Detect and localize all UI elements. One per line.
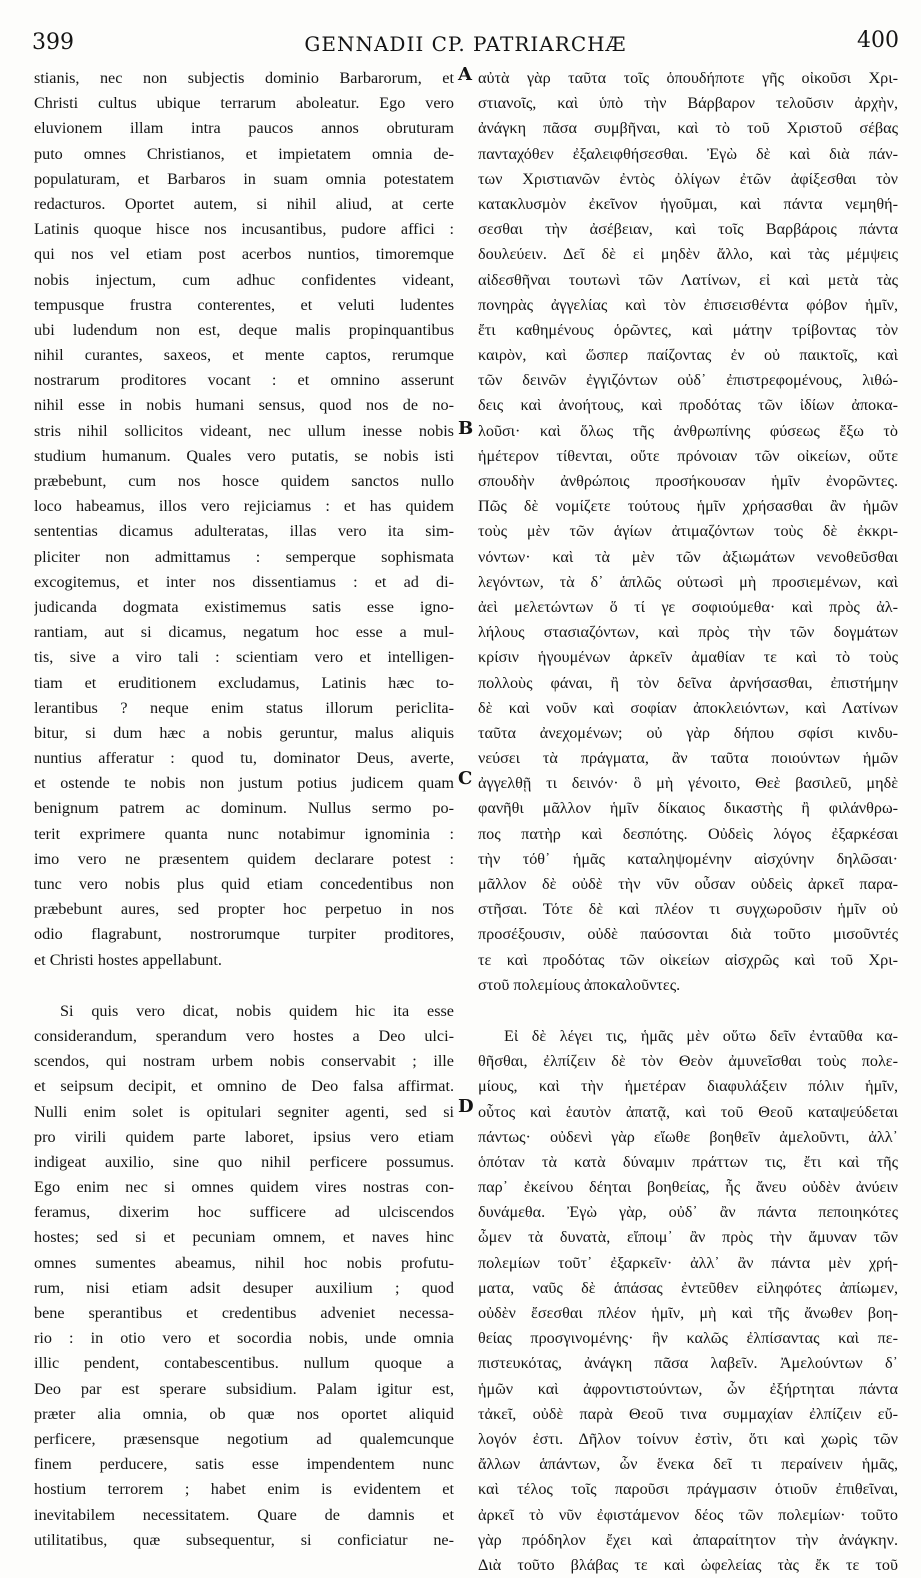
latin-text-line: eluvionem illam intra paucos annos obruturam <box>34 119 454 138</box>
latin-text-line: et seipsum decipit, et omnino de Deo falsa affirmat. <box>34 1077 454 1096</box>
latin-text-line: Christi cultus ubique terrarum aboleatur. Ego vero <box>34 94 454 113</box>
greek-text-line: στῆσαι. Τότε δὲ καὶ πλέον τι συγχωροῦσιν ἡμῖν οὐ <box>478 900 898 919</box>
latin-text-line: et Christi hostes appellabunt. <box>34 950 222 969</box>
latin-text-line: excogitemus, et inter nos dissentiamus : et ad di- <box>34 572 454 591</box>
latin-text-line: et ostende te nobis non justum potius judicem quam <box>34 774 454 793</box>
greek-text-line: κατακλυσμὸν ἐκεῖνον ἡγοῦμαι, καὶ πάντα νεμηθή- <box>478 194 898 213</box>
greek-text-line: Εἰ δὲ λέγει τις, ἡμᾶς μὲν οὕτω δεῖν ἐνταῦθα κα- <box>504 1026 898 1045</box>
latin-text-line: inevitabilem necessitatem. Quare de damnis et <box>34 1505 454 1524</box>
margin-marker-d: D <box>458 1096 474 1117</box>
greek-text-line: ἡμῶν καὶ ἀφροντιστούντων, ὧν ἐξήρτηται πάντα <box>478 1379 898 1398</box>
latin-text-line: stris nihil sollicitos videant, nec ullum inesse nobis <box>34 421 454 440</box>
latin-text-line: finem perducere, satis esse impendentem nunc <box>34 1455 454 1474</box>
greek-text-line: θείας προσγινομένης· ἣν καλῶς ἐλπίσαντας καὶ πε- <box>478 1329 898 1348</box>
latin-text-line: rio : in otio vero et socordia nobis, unde omnia <box>34 1329 454 1348</box>
paragraph-gap <box>478 998 898 1024</box>
latin-text-line: qui nos vel etiam post acerbos nuntios, timoremque <box>34 245 454 264</box>
latin-text-line: pro virili quidem parte laboret, ipsius vero etiam <box>34 1127 454 1146</box>
latin-text-line: bitur, si dum hæc a nobis geruntur, malus aliquis <box>34 723 454 742</box>
greek-text-line: τε καὶ προδότας τῶν οἰκείων αἰσχρῶς καὶ τοῦ Χρι- <box>478 950 898 969</box>
greek-text-line: κρίσιν ἡγουμένων ἀρκεῖν ἀμαθίαν τε καὶ τὸ τοὺς <box>478 648 898 667</box>
greek-text-line: αἰδεσθῆναι τουτωνὶ τῶν Λατίνων, εἰ καὶ μετὰ τὰς <box>478 270 898 289</box>
latin-text-line: stianis, nec non subjectis dominio Barbarorum, et <box>34 69 454 87</box>
latin-text-line: bene sperantibus et credentibus adveniet necessa- <box>34 1304 454 1322</box>
greek-text-line: αὐτὰ γὰρ ταῦτα τοῖς ὁπουδήποτε γῆς οἰκοῦσι Χρι- <box>478 69 898 87</box>
greek-text-line: γὰρ πρόδηλον ἔχει καὶ ἀπαραίτητον τὴν ἀνάγκην. <box>478 1530 898 1549</box>
greek-text-line: ὁπόταν τὰ κατὰ δύναμιν πράττων τις, ἔτι καὶ τῆς <box>478 1152 898 1171</box>
greek-text-line: δεις καὶ ἀνοήτους, καὶ προδότας τῶν ἰδίων ἀποκα- <box>478 396 898 415</box>
greek-text-line: ἀρκεῖ τὸ νῦν ἐφιστάμενον δέος τῶν πολεμίων· τοῦτο <box>478 1505 898 1524</box>
latin-text-line: nostrarum proditores vocant : et omnino asserunt <box>34 371 454 390</box>
greek-text-line: ταῦτα ἀνεχομένων; οὐ γὰρ δήπου σφίσι κινδυ- <box>478 723 898 742</box>
latin-text-line: hostes; sed si et pecuniam omnem, et naves hinc <box>34 1228 454 1247</box>
latin-text-line: omnes sumentes abeamus, nihil hoc nobis profutu- <box>34 1253 454 1272</box>
greek-text-line: μίους, καὶ τὴν ἡμετέραν διαφυλάξειν πόλιν ἡμῖν, <box>478 1077 898 1096</box>
greek-text-line: Διὰ τοῦτο βλάβας τε καὶ ὠφελείας τὰς ἔκ τε τοῦ <box>478 1555 898 1574</box>
latin-text-line: imo vero ne præsentem quidem declarare potest : <box>34 849 454 868</box>
greek-text-line: πολεμίων τοῦτ᾽ ἐξαρκεῖν· ἀλλ᾽ ἂν πάντα μὲν χρή- <box>478 1253 898 1272</box>
latin-text-line: ubi ludendum non est, deque malis propinquantibus <box>34 320 454 339</box>
greek-text-line: πος πατὴρ καὶ δεσπότης. Οὐδεὶς λόγος ἐξαρκέσαι <box>478 824 898 843</box>
greek-text-line: ἀγγελθῇ τι δεινόν· ὃ μὴ γένοιτο, Θεὲ βασιλεῦ, μηδὲ <box>478 774 898 793</box>
latin-text-line: judicanda dogmata existimemus satis esse igno- <box>34 597 454 616</box>
greek-text-line: ματα, ναῦς δὲ ἁπάσας ἐντεῦθεν εἰληφότες ἀπίωμεν, <box>478 1278 898 1297</box>
greek-text-line: πανταχόθεν ἐξαλειφθήσεσθαι. Ἐγὼ δὲ καὶ διὰ πάν- <box>478 144 898 163</box>
greek-text-line: σεσθαι τὴν ἀσέβειαν, καὶ τοῖς Βαρβάροις πάντα <box>478 220 898 239</box>
greek-column <box>478 66 898 1578</box>
latin-text-line: pliciter non admittamus : semperque sophismata <box>34 547 454 566</box>
latin-text-line: præbebunt aures, sed propter hoc perpetuo in nos <box>34 900 454 919</box>
latin-text-line: studium humanum. Quales vero putatis, se nobis isti <box>34 446 454 465</box>
latin-text-line: præbebunt, cum nos hosce quidem sanctos nullo <box>34 472 454 490</box>
greek-text-line: σπουδὴν ἀνθρώποις προσήκουσαν ἡμῖν ἐνορῶντες. <box>478 472 898 490</box>
latin-text-line: indigeat auxilio, sine quo nihil perficere possumus. <box>34 1152 454 1171</box>
greek-text-line: Πῶς δὲ νομίζετε τούτους ἡμῖν χρήσασθαι ἂν ἡμῶν <box>478 497 898 516</box>
latin-text-line: nobis injectum, cum adhuc confidentes videant, <box>34 270 454 289</box>
greek-text-line: λοῦσι· καὶ ὅλως τῆς ἀνθρωπίνης φύσεως ἔξω τὸ <box>478 421 898 440</box>
latin-text-line: puto omnes Christianos, et impietatem omnia de- <box>34 144 454 163</box>
latin-text-line: lerantibus ? neque enim status illorum periclita- <box>34 698 454 717</box>
latin-text-line: nuntius afferatur : quod tu, dominator Deus, averte, <box>34 749 454 768</box>
latin-text-line: utilitatibus, quæ subsequentur, si conficiatur ne- <box>34 1530 454 1549</box>
latin-text-line: terit exprimere quanta nunc notabimur ignominia : <box>34 824 454 843</box>
latin-column <box>34 66 454 1553</box>
latin-text-line: Nulli enim solet is opitulari segniter agenti, sed si <box>34 1102 454 1121</box>
greek-text-line: δουλεύειν. Δεῖ δὲ εἰ μηδὲν ἄλλο, καὶ τὰς μέμψεις <box>478 245 898 264</box>
greek-text-line: λεγόντων, τὰ δ᾽ ἁπλῶς οὑτωσὶ μὴ προσιεμένων, καὶ <box>478 572 898 591</box>
greek-text-line: φανῆθι μᾶλλον ἡμῖν δίκαιος δικαστὴς ἢ φιλάνθρω- <box>478 799 898 818</box>
latin-text-line: rum, nisi etiam adsit desuper auxilium ; quod <box>34 1278 454 1297</box>
latin-text-line: rantiam, aut si dicamus, negatum hoc esse a mul- <box>34 623 454 642</box>
margin-marker-a: A <box>458 64 472 85</box>
greek-text-line: οὐδὲν ἔσεσθαι πλέον ἡμῖν, μὴ καὶ τῆς ἄνωθεν βοη- <box>478 1304 898 1322</box>
greek-text-line: θῆσθαι, ἐλπίζειν δὲ τὸν Θεὸν ἀμυνεῖσθαι τοὺς πολε- <box>478 1052 898 1071</box>
greek-text-line: τοὺς μὲν τῶν ἁγίων ἀτιμαζόντων τοὺς δὲ ἐκκρι- <box>478 522 898 541</box>
running-title: GENNADII CP. PATRIARCHÆ <box>304 32 627 56</box>
latin-text-line: tis, sive a viro tali : scientiam vero et intelligen- <box>34 648 454 667</box>
greek-text-line: δὲ καὶ νοῦν καὶ σοφίαν ἀποκλειόντων, καὶ Λατίνων <box>478 698 898 717</box>
latin-text-line: tempusque frustra conterentes, et veluti ludentes <box>34 295 454 314</box>
latin-text-line: scendos, qui nostram urbem nobis conservabit ; ille <box>34 1052 454 1071</box>
margin-marker-b: B <box>458 418 474 439</box>
greek-text-line: πονηρὰς ἀγγελίας καὶ τὸν ἐπισεισθέντα φόβον ἡμῖν, <box>478 295 898 314</box>
greek-text-line: λήλους στασιαζόντων, καὶ πρὸς τὴν τῶν δογμάτων <box>478 623 898 642</box>
latin-text-line: considerandum, sperandum vero hostes a Deo ulci- <box>34 1026 454 1045</box>
latin-text-line: nihil esse in nobis humani sensus, quod nos de no- <box>34 396 454 415</box>
greek-text-line: ἀνάγκη πᾶσα συμβῆναι, καὶ τὸ τοῦ Χριστοῦ σέβας <box>478 119 898 138</box>
greek-text-line: καιρὸν, καὶ ὥσπερ παίζοντας ἐν οὐ παικτοῖς, καὶ <box>478 346 898 365</box>
greek-text-line: πολλοὺς φάναι, ἢ τὸν δεῖνα ἀρνήσασθαι, ἐπιστήμην <box>478 673 898 692</box>
latin-text-line: Si quis vero dicat, nobis quidem hic ita esse <box>60 1001 454 1020</box>
latin-text-line: perficere, præsensque negotium ad qualemcunque <box>34 1429 454 1448</box>
greek-text-line: προσέξουσιν, οὐδὲ παύσονται διὰ τοῦτο μισοῦντές <box>478 925 898 944</box>
latin-text-line: Latinis quoque hisce nos incusantibus, pudore affici : <box>34 220 454 239</box>
latin-text-line: illic pendent, contabescentibus. nullum quoque a <box>34 1354 454 1373</box>
latin-text-line: tiam et eruditionem excludamus, Latinis hæc to- <box>34 673 454 692</box>
latin-text-line: hostium terrorem ; habet enim is evidentem et <box>34 1480 454 1499</box>
latin-text-line: Ego enim nec si omnes quidem vires nostras con- <box>34 1178 454 1197</box>
greek-text-line: νεύσει τὰ πράγματα, ἂν ταῦτα ποιούντων ἡμῶν <box>478 749 898 768</box>
greek-text-line: ἀεὶ μελετώντων ὅ τί γε σοφιούμεθα· καὶ πρὸς ἀλ- <box>478 597 898 616</box>
latin-text-line: redacturos. Oportet autem, si nihil aliud, at certe <box>34 194 454 213</box>
greek-text-line: καὶ τέλος τοῖς παροῦσι πράγμασιν ὁτιοῦν ἐπιθεῖναι, <box>478 1480 898 1499</box>
paragraph-gap <box>34 973 454 999</box>
latin-text-line: benignum patrem ac dominum. Nullus sermo po- <box>34 799 454 818</box>
greek-text-line: νόντων· καὶ τὰ μὲν τῶν ἀξιωμάτων νενοθεῦσθαι <box>478 547 898 566</box>
page-number-right: 400 <box>857 28 899 53</box>
latin-text-line: nihil curantes, saxeos, et mente captos, rerumque <box>34 346 454 365</box>
greek-text-line: στοῦ πολεμίους ἀποκαλοῦντες. <box>478 975 681 994</box>
greek-text-line: ἡμέτερον τίθενται, οὔτε πρόνοιαν τῶν οἰκείων, οὔτε <box>478 446 898 465</box>
greek-text-line: ὦμεν τὰ δυνατὰ, εἴποιμ᾽ ἂν πρὸς τὴν ἄμυναν τῶν <box>478 1228 898 1247</box>
greek-text-line: στιανοῖς, καὶ ὑπὸ τὴν Βάρβαρον τελοῦσιν ἀρχὴν, <box>478 94 898 113</box>
greek-text-line: παρ᾽ ἐκείνου δέηται βοηθείας, ἧς ἄνευ οὐδὲν ἀνύειν <box>478 1178 898 1197</box>
greek-text-line: ἔτι καθημένους ὁρῶντες, καὶ μάτην τρίβοντας τὸν <box>478 320 898 339</box>
greek-text-line: λογόν ἐστι. Δῆλον τοίνυν ἐστὶν, ὅτι καὶ χωρὶς τῶν <box>478 1429 898 1448</box>
greek-text-line: τὴν τόθ᾽ ἡμᾶς καταληψομένην αἰσχύνην δηλῶσαι· <box>478 849 898 868</box>
greek-text-line: τῶν δεινῶν ἐγγιζόντων οὐδ᾽ ἐπιστρεφομένους, λιθώ- <box>478 371 898 390</box>
latin-text-line: populaturam, et Barbaros in suam omnia potestatem <box>34 169 454 188</box>
greek-text-line: μᾶλλον δὲ οὐδὲ τὴν νῦν οὖσαν οὐδεὶς ἀρκεῖ παρα- <box>478 875 898 893</box>
latin-text-line: tunc vero nobis plus quid etiam concedentibus non <box>34 875 454 893</box>
greek-text-line: δυνάμεθα. Ἐγὼ γὰρ, οὐδ᾽ ἂν πάντα πεποιηκότες <box>478 1203 898 1222</box>
greek-text-line: τἀκεῖ, οὐδὲ παρὰ Θεοῦ τινα συμμαχίαν ἐλπίζειν εὔ- <box>478 1404 898 1423</box>
latin-text-line: sententias dicamus adulteratas, illas vero ita sim- <box>34 522 454 541</box>
latin-text-line: odio flagrabunt, nostrorumque turpiter proditores, <box>34 925 454 944</box>
page-number-left: 399 <box>32 30 74 55</box>
greek-text-line: πιστευκότας, ἀνάγκη πᾶσα λαβεῖν. Ἀμελούντων δ᾽ <box>478 1354 898 1373</box>
margin-marker-c: C <box>458 768 473 789</box>
latin-text-line: præter alia omnia, ob quæ nos oportet aliquid <box>34 1404 454 1423</box>
latin-text-line: Deo par est sperare subsidium. Palam igitur est, <box>34 1379 454 1398</box>
greek-text-line: πάντως· οὐδενὶ γὰρ εἴωθε βοηθεῖν ἀμελοῦντι, ἀλλ᾽ <box>478 1127 898 1146</box>
greek-text-line: οὗτος καὶ ἑαυτὸν ἀπατᾷ, καὶ τοῦ Θεοῦ καταψεύδεται <box>478 1102 898 1121</box>
latin-text-line: feramus, dixerim hoc sufficere ad ulciscendos <box>34 1203 454 1222</box>
latin-text-line: loco habeamus, illos vero rejiciamus : et has quidem <box>34 497 454 516</box>
greek-text-line: ἄλλων ἁπάντων, ὧν ἕνεκα δεῖ τι περαίνειν ἡμᾶς, <box>478 1455 898 1474</box>
greek-text-line: των Χριστιανῶν ἐντὸς ὀλίγων ἐτῶν ἀφίξεσθαι τὸν <box>478 169 898 188</box>
